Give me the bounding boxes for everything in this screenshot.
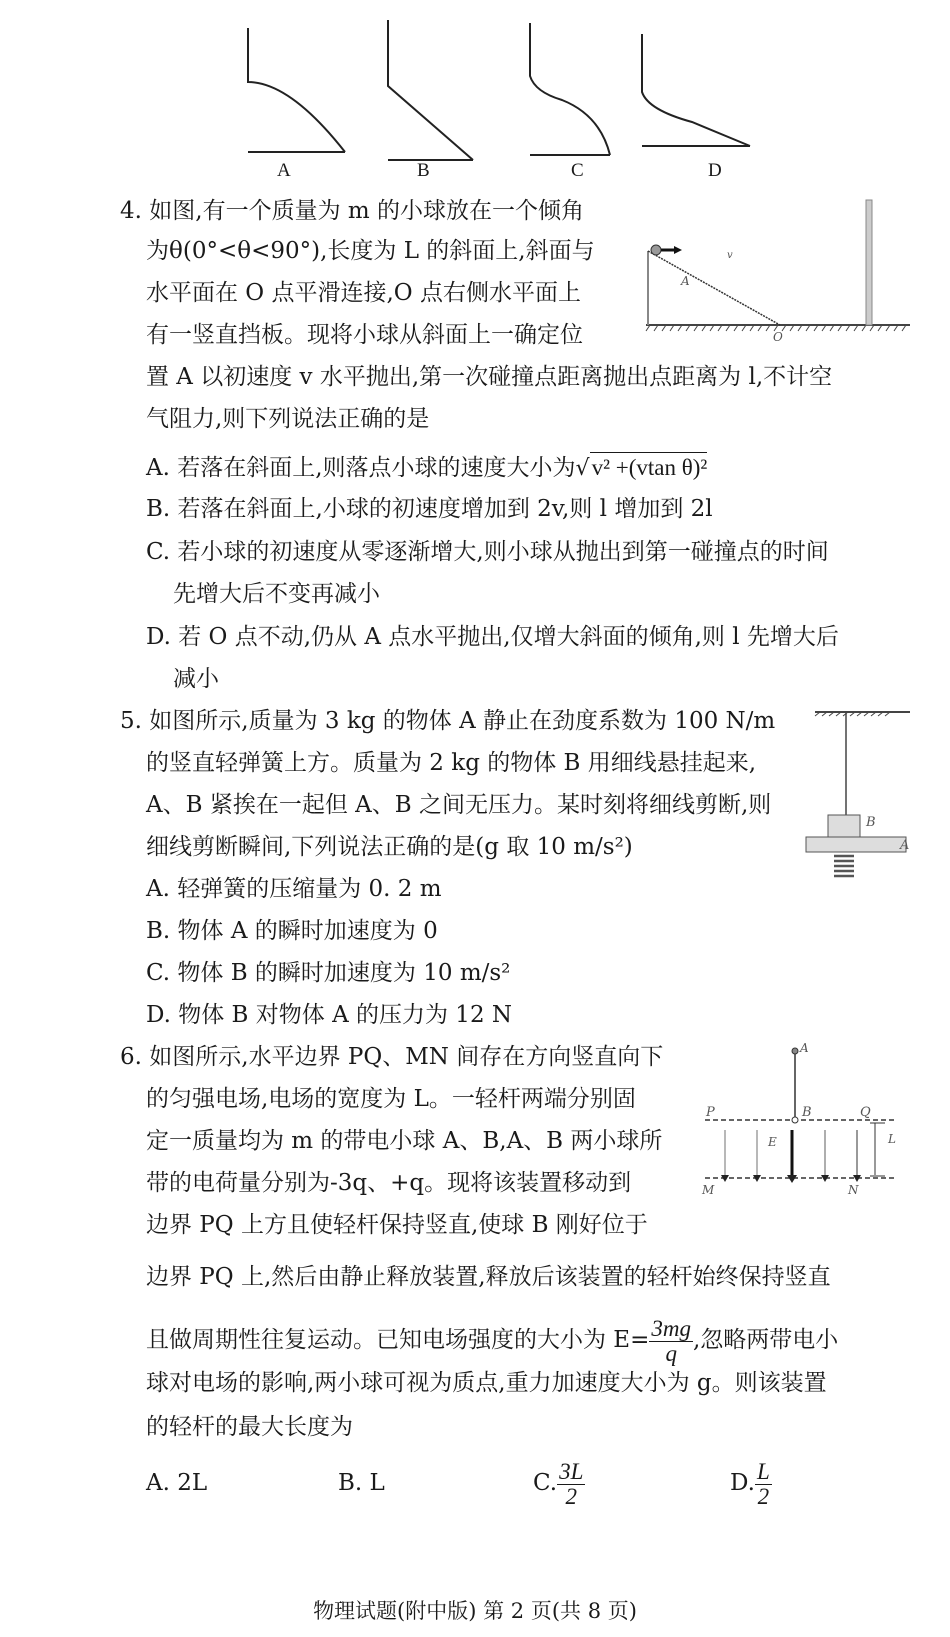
q5-stem-line-3: A、B 紧挨在一起但 A、B 之间无压力。某时刻将细线剪断,则 <box>146 792 772 818</box>
q4-stem-line-6: 气阻力,则下列说法正确的是 <box>146 406 430 432</box>
q6-fig-label-b: B <box>802 1105 812 1120</box>
q5-stem-line-1: 5. 如图所示,质量为 3 kg 的物体 A 静止在劲度系数为 100 N/m <box>120 708 776 734</box>
q5-option-c[interactable]: C. 物体 B 的瞬时加速度为 10 m/s² <box>146 960 511 986</box>
q6-stem-line-2: 的匀强电场,电场的宽度为 L。一轻杆两端分别固 <box>146 1086 636 1112</box>
q6-fig-label-q: Q <box>860 1105 871 1120</box>
q4-fig-label-a: A <box>681 274 690 288</box>
q6-fig-label-e: E <box>768 1135 777 1149</box>
q4-stem-line-5: 置 A 以初速度 v 水平抛出,第一次碰撞点距离抛出点距离为 l,不计空 <box>146 364 833 390</box>
q4-option-a-text: A. 若落在斜面上,则落点小球的速度大小为 <box>146 455 576 481</box>
q6-e-field-formula: $\frac{3mg}{q}$ <box>651 1315 691 1366</box>
q6-fig-label-n: N <box>848 1183 859 1197</box>
q4-stem-line-4: 有一竖直挡板。现将小球从斜面上一确定位 <box>146 322 583 348</box>
q6-option-c-fraction: $\frac{3L}{2}$ <box>559 1458 584 1509</box>
q6-stem-line-3: 定一质量均为 m 的带电小球 A、B,A、B 两小球所 <box>146 1128 663 1154</box>
q6-stem-line-7-prefix: 且做周期性往复运动。已知电场强度的大小为 E= <box>146 1327 650 1353</box>
q4-option-a-formula: v² +(vtan θ)² <box>590 452 708 483</box>
q4-fig-label-v: v <box>727 250 733 261</box>
q5-spring-block-figure <box>800 700 910 880</box>
q6-stem-line-7-suffix: ,忽略两带电小 <box>693 1327 839 1353</box>
q4-option-d-line-1[interactable]: D. 若 O 点不动,仍从 A 点水平抛出,仅增大斜面的倾角,则 l 先增大后 <box>146 624 839 650</box>
q5-stem-line-4: 细线剪断瞬间,下列说法正确的是(g 取 10 m/s²) <box>146 834 633 860</box>
q5-fig-label-b: B <box>866 815 876 830</box>
q6-fig-label-a: A <box>800 1041 809 1055</box>
q6-stem-line-4: 带的电荷量分别为-3q、+q。现将该装置移动到 <box>146 1170 632 1196</box>
q4-option-a[interactable]: A. 若落在斜面上,则落点小球的速度大小为√v² +(vtan θ)² <box>146 452 707 484</box>
q6-option-d-fraction: $\frac{L}{2}$ <box>756 1458 770 1509</box>
q6-stem-line-8: 球对电场的影响,两小球可视为质点,重力加速度大小为 g。则该装置 <box>146 1370 827 1396</box>
q6-option-a[interactable]: A. 2L <box>146 1470 208 1496</box>
q4-incline-figure <box>640 195 910 350</box>
q4-stem-line-3: 水平面在 O 点平滑连接,O 点右侧水平面上 <box>146 280 581 306</box>
q5-option-d[interactable]: D. 物体 B 对物体 A 的压力为 12 N <box>146 1002 513 1028</box>
q5-stem-line-2: 的竖直轻弹簧上方。质量为 2 kg 的物体 B 用细线悬挂起来, <box>146 750 757 776</box>
q5-option-a[interactable]: A. 轻弹簧的压缩量为 0. 2 m <box>146 876 442 902</box>
q5-fig-label-a: A <box>900 838 910 853</box>
q6-fig-label-l: L <box>888 1132 896 1146</box>
q4-fig-label-o: O <box>773 330 783 344</box>
graph-label-b: B <box>417 160 430 181</box>
q5-option-b[interactable]: B. 物体 A 的瞬时加速度为 0 <box>146 918 438 944</box>
q6-stem-line-6: 边界 PQ 上,然后由静止释放装置,释放后该装置的轻杆始终保持竖直 <box>146 1264 831 1290</box>
graph-label-a: A <box>277 160 291 181</box>
q6-electric-field-figure <box>695 1035 910 1205</box>
previous-question-graph-options <box>230 0 790 190</box>
graph-label-d: D <box>708 160 722 181</box>
q6-stem-line-9: 的轻杆的最大长度为 <box>146 1414 353 1440</box>
q6-fig-label-m: M <box>702 1183 715 1197</box>
graph-label-c: C <box>571 160 584 181</box>
q6-option-c[interactable]: C. $\frac{3L}{2}$ <box>533 1458 584 1509</box>
q6-stem-line-7 <box>146 1314 838 1366</box>
q4-option-c-line-1[interactable]: C. 若小球的初速度从零逐渐增大,则小球从抛出到第一碰撞点的时间 <box>146 539 829 565</box>
q6-option-b[interactable]: B. L <box>338 1470 385 1496</box>
q4-stem-line-1: 4. 如图,有一个质量为 m 的小球放在一个倾角 <box>120 198 584 224</box>
q4-option-c-line-2: 先增大后不变再减小 <box>173 581 380 607</box>
page-footer: 物理试题(附中版) 第 2 页(共 8 页) <box>313 1599 637 1623</box>
q4-option-b[interactable]: B. 若落在斜面上,小球的初速度增加到 2v,则 l 增加到 2l <box>146 496 713 522</box>
q6-option-d[interactable]: D. $\frac{L}{2}$ <box>730 1458 770 1509</box>
q4-stem-line-2: 为θ(0°<θ<90°),长度为 L 的斜面上,斜面与 <box>146 238 595 264</box>
q6-stem-line-1: 6. 如图所示,水平边界 PQ、MN 间存在方向竖直向下 <box>120 1044 664 1070</box>
q4-option-d-line-2: 减小 <box>173 666 219 692</box>
q6-stem-line-5: 边界 PQ 上方且使轻杆保持竖直,使球 B 刚好位于 <box>146 1212 648 1238</box>
q6-fig-label-p: P <box>706 1105 715 1120</box>
